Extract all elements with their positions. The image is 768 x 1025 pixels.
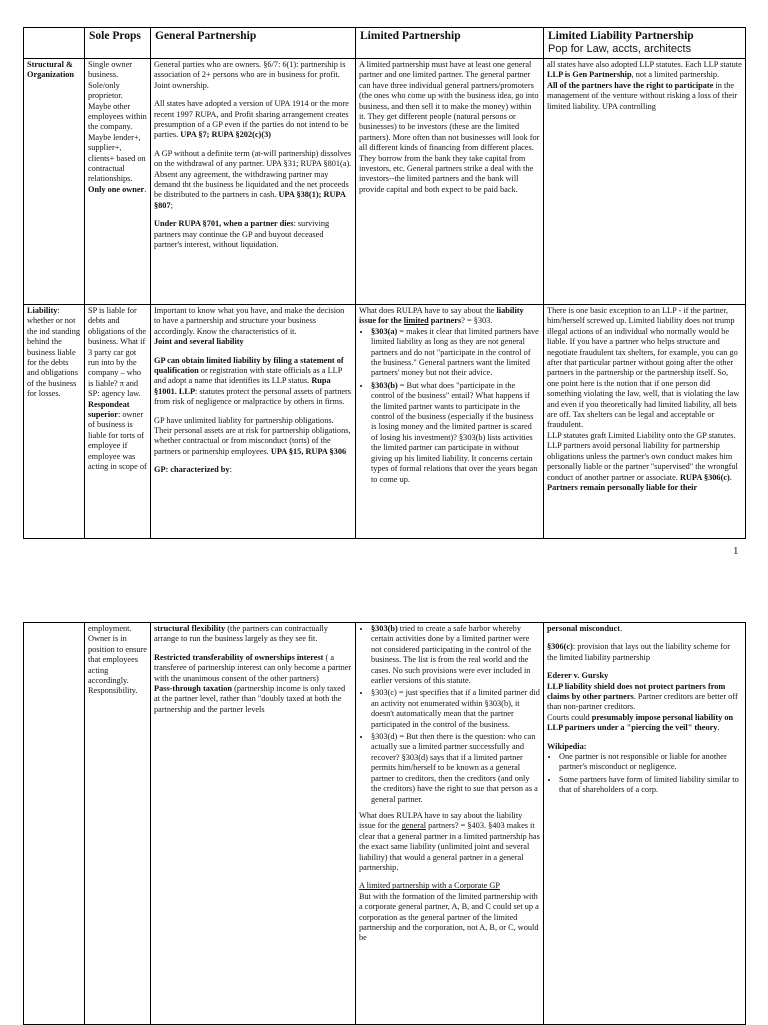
cell-llp-structural: all states have also adopted LLP statutes. Each LLP statute LLP is Gen Partnership, not a limited partnership. All of the partners have the right to participate in the management of the venture without risking a loss of their limited liability. UPA controlling	[544, 59, 746, 305]
cell-gp-liability: Important to know what you have, and make the decision to have a partnership and structure your business accordingly. Know the characteristics of it. Joint and several liability GP can obtain limited liability by filing a statement of qualification or registration with state officials as a LLP and adopt a name that identifies its LLP status. Rupa §1001. LLP: statutes protect the personal assets of partners from risk of negligence or malpractice by others in firms. GP have unlimited liablity for partnership obligations. Their personal assets are at risk for partnership obligations, whether contractual or from misconduct (torts) of the partners or partnership employees. UPA §15, RUPA §306 GP: characterized by:	[151, 305, 356, 539]
gp-paragraph: All states have adopted a version of UPA 1914 or the more recent 1997 RUPA, and Profit sharing arrangement creates presumption of a GP even if the parties do not intend to be parties. UPA §7; RUPA §202(c)(3)	[154, 99, 349, 140]
cell-gp-continued: structural flexibility (the partners can contractually arrange to run the business largely as they see fit. Restricted transferability of ownerships interest ( a transferee of partnership interest can only become a partner with the unanimous consent of the other partners) Pass-through taxation (partnership income is only taxed at the partner level, rather than "doubly taxed at both the partnership and the partner levels	[151, 623, 356, 1025]
page-number: 1	[733, 545, 739, 557]
document-page-2	[0, 560, 768, 1024]
row-label-liability: Liability: whether or not the ind standing behind the business liable for the debts and obligations of the business for losses.	[24, 305, 85, 539]
row-liability-continued	[24, 623, 746, 1025]
gp-paragraph: General parties who are owners. §6/7: 6(1): partnership is association of 2+ persons who are in business for profit. Joint ownership.	[154, 60, 346, 90]
header-row	[24, 28, 746, 59]
header-general-partnership: General Partnership	[151, 28, 356, 59]
cell-lp-continued: • §303(b) tried to create a safe harbor whereby certain activities done by a limited partner were not considered participating in the control of the business. The list is from the real world and the cases. No such provisions were ever included in earlier versions of this statute. • §303(c) = just specifies that if a limited partner did an activity not enumerated within §303(b), it doesn't automatically mean that the partner participated in the control of the business. • §303(d) = But then there is the question: who can actually sue a limited partner successfully and recover? §303(d) says that if a limited partner permits him/herself to be known as a general partner to creditors, then the creditors (and only the creditors) have the right to sue that person as a general partner. What does RULPA have to say about the liability issue for the general partners? = §403. §403 makes it clear that a general partner in a limited partnership has the exact same liability (unlimited joint and several liability) that would a general partner in a general partnership. A limited partnership with a Corporate GP But with the formation of the limited partnership with a corporate general partner, A, B, and C could set up a corporation as the general partner of the limited partnership and the corporation, not A, B, or C, would be	[356, 623, 544, 1025]
row-label-empty	[24, 623, 85, 1025]
header-llp: Limited Liability Partnership Pop for Law, accts, architects	[544, 28, 746, 59]
gp-paragraph: A GP without a definite term (at-will partnership) dissolves on the withdrawal of any partner. UPA §31; RUPA §801(a). Absent any agreement, the withdrawing partner may demand tht the business be liquidated and the net proceeds be distributed to the partners in cash. UPA §38(1); RUPA §807;	[154, 148, 352, 210]
cell-lp-liability: What does RULPA have to say about the liability issue for the limited partners? = §303. • §303(a) = makes it clear that limited partners have limited liability as long as they are not general partners and do not "participate in the control of the business." General partners want the limited partners' money but not their advice. • §303(b) = But what does "participate in the control of the business" entail? What happens if the limited partner wants to participate in the control of the business (especially if the business is losing money and the limited partner is scared of losing his investment)? §303(b) lists activities the limited partner can participate in without giving up his limited liability. It concerns certain types of formal relations that over the years began to come up.	[356, 305, 544, 539]
cell-lp-structural: A limited partnership must have at least one general partner and one limited partner. The general partner can have three individual general partners/promoters (the ones who come up with the business idea, go into business, and then sell it to make the money) within it. They get different people (natural persons or businesses) to be investors (these are the limited partners). More often than not businesses will look for all different kinds of financing from different places. They borrow from the bank they take capital from investors, etc. General partners strike a deal with the investors--the limited partners and the bank will provide capital and both expect to be paid back.	[356, 59, 544, 305]
cell-sole-continued: employment. Owner is in position to ensure that employees acting accordingly. Responsibility.	[85, 623, 151, 1025]
header-empty	[24, 28, 85, 59]
cell-sole-structural: Single owner business. Sole/only proprietor. Maybe other employees within the company. Maybe lender+, supplier+, clients+ based on contractual relationships. Only one owner.	[85, 59, 151, 305]
comparison-table	[23, 27, 746, 539]
cell-sole-liability: SP is liable for debts and obligations of the business. What if 3 party car got run into by the company – who is liable? π and SP: agency law. Respondeat superior: owner of business is liable for torts of employee if employee was acting in scope of	[85, 305, 151, 539]
list-item: • Some partners have form of limited liability similar to that of shareholders of a corp.	[559, 775, 742, 796]
llp-bullet-list	[547, 752, 742, 796]
cell-gp-structural	[151, 59, 356, 305]
list-item: • §303(b) tried to create a safe harbor whereby certain activities done by a limited partner were not considered participating in the control of the business. The list is from the real world and the cases. No such provisions were ever included in earlier versions of this statute.	[371, 624, 540, 686]
list-item: • §303(b) = But what does "participate in the control of the business" entail? What happens if the limited partner wants to participate in the control of the business (especially if the business is losing money and the limited partner is scared of losing his investment)? §303(b) lists activities the limited partner can participate in without giving up his limited liability. It concerns certain types of formal relations that over the years began to come up.	[371, 381, 540, 485]
header-sole-props: Sole Props	[85, 28, 151, 59]
row-structural	[24, 59, 746, 305]
list-item: • §303(d) = But then there is the question: who can actually sue a limited partner successfully and recover? §303(d) says that if a limited partner permits him/herself to be known as a general partner to creditors, then the creditors (and only the creditors) have the right to sue that person as a general partner.	[371, 732, 540, 805]
gp-paragraph: Under RUPA §701, when a partner dies: surviving partners may continue the GP and buyout deceased partner's interest, without liquidation.	[154, 219, 330, 250]
comparison-table-continued	[23, 622, 746, 1025]
list-item: • §303(a) = makes it clear that limited partners have limited liability as long as they are not general partners and do not "participate in the control of the business." General partners want the limited partners' money but not their advice.	[371, 327, 540, 379]
header-llp-subtitle: Pop for Law, accts, architects	[548, 43, 692, 55]
lp-bullet-list	[359, 327, 540, 485]
header-limited-partnership: Limited Partnership	[356, 28, 544, 59]
list-item: • §303(c) = just specifies that if a limited partner did an activity not enumerated within §303(b), it doesn't automatically mean that the partner participated in the control of the business.	[371, 688, 540, 730]
cell-llp-liability: There is one basic exception to an LLP - if the partner, him/herself screwed up. Limited liability does not trump illegal actions of an individual who normally would be liable. If you have a partner who helps structure and negotiate fraudulent tax shelters, for example, you can go after that particular partner without going after the other partners in the partnership or the partnership itself. So, one point here is the notion that if one person did something violating the law, well, that is violating the law and even if you theoretically had limited liability, all bets are off. Tax shelters can be legal and acceptable or fraudulent. LLP statutes graft Limited Liability onto the GP statutes. LLP partners avoid personal liability for partnership obligations unless the partner's own conduct makes him personally liable or the partner "supervised" the wrongful conduct of another partner or associate. RUPA §306(c). Partners remain personally liable for their	[544, 305, 746, 539]
cell-llp-continued: personal misconduct. §306(c): provision that lays out the liability scheme for the limited liability partnership Ederer v. Gursky LLP liability shield does not protect partners from claims by other partners. Partner creditors are better off than non-partner creditors. Courts could presumably impose personal liability on LLP partners under a "piercing the veil" theory. Wikipedia: • One partner is not responsible or liable for another partner's misconduct or negligence. • Some partners have form of limited liability similar to that of shareholders of a corp.	[544, 623, 746, 1025]
lp-bullet-list	[359, 624, 540, 805]
list-item: • One partner is not responsible or liable for another partner's misconduct or negligence.	[559, 752, 742, 773]
row-liability	[24, 305, 746, 539]
row-label-structural: Structural & Organization	[24, 59, 85, 305]
